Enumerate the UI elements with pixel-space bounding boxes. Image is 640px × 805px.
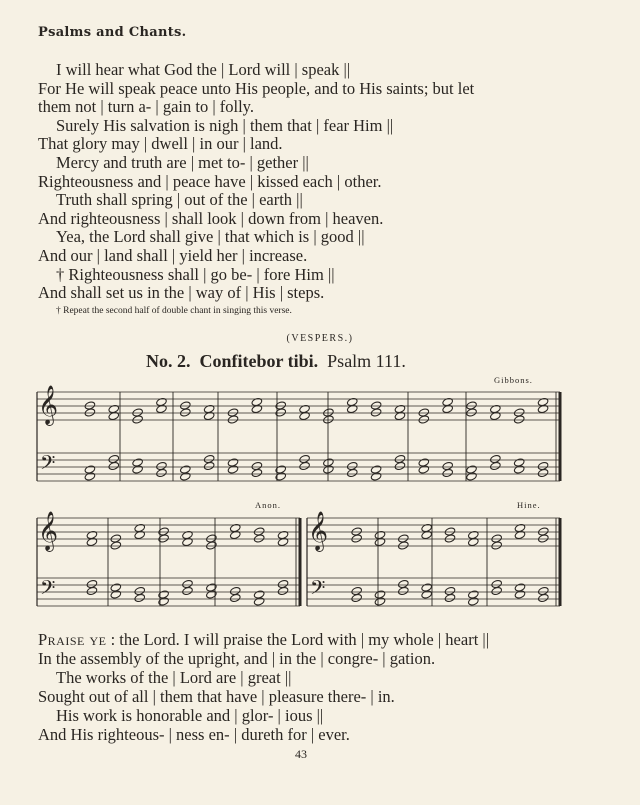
note-head <box>84 472 96 481</box>
note-head <box>490 461 502 470</box>
note-head <box>86 586 98 595</box>
verse-line: Yea, the Lord shall give | that which is | good || <box>56 227 365 247</box>
verse-line: Mercy and truth are | met to- | gether || <box>56 153 309 172</box>
note-head <box>180 408 192 417</box>
bass-clef-icon: 𝄢 <box>40 576 56 604</box>
note-head <box>110 590 122 599</box>
note-head <box>84 408 96 417</box>
note-head <box>134 593 146 602</box>
note-head <box>444 593 456 602</box>
verse-line: For He will speak peace unto His people, and to His saints; but let <box>38 78 475 98</box>
treble-clef-icon: 𝄞 <box>308 511 329 551</box>
verse-line: In the assembly of the upright, and | in the | congre- | gation. <box>38 649 436 668</box>
note-head <box>442 468 454 477</box>
verse-line: The works of the | Lord are | great || <box>56 668 292 687</box>
note-head <box>182 586 194 595</box>
note-head <box>537 468 549 477</box>
verse-line: I will hear what God the | Lord will | speak || <box>56 60 351 79</box>
note-head <box>180 472 192 481</box>
note-head <box>398 541 410 550</box>
note-head <box>251 468 263 477</box>
note-head <box>132 465 144 474</box>
note-head <box>351 593 363 602</box>
note-head <box>110 541 122 550</box>
running-header: Psalms and Chants. <box>38 25 187 40</box>
opening-words: Praise ye <box>38 630 107 649</box>
note-head <box>514 590 526 599</box>
note-head <box>421 590 433 599</box>
note-head <box>398 586 410 595</box>
note-head <box>370 408 382 417</box>
note-head <box>370 472 382 481</box>
note-head <box>513 415 525 424</box>
verse-line: Surely His salvation is nigh | them that | fear Him || <box>56 115 394 135</box>
note-head <box>418 415 430 424</box>
note-head <box>253 597 265 606</box>
footnote: † Repeat the second half of double chant in singing this verse. <box>56 306 292 316</box>
psalm-reference: Psalm 111. <box>327 351 406 371</box>
note-head <box>538 593 550 602</box>
verse-line: And righteousness | shall look | down from | heaven. <box>38 208 384 228</box>
note-head <box>253 534 265 543</box>
note-head <box>203 461 215 470</box>
verse-line <box>38 631 489 649</box>
page-number: 43 <box>295 747 307 761</box>
note-head <box>466 408 478 417</box>
note-head <box>229 593 241 602</box>
bass-clef-icon: 𝄢 <box>40 451 56 479</box>
note-head <box>299 461 311 470</box>
note-head <box>394 461 406 470</box>
verse-line: And our | land shall | yield her | increase. <box>38 246 308 265</box>
note-head <box>491 541 503 550</box>
bass-clef-icon: 𝄢 <box>310 576 326 604</box>
note-head <box>277 586 289 595</box>
note-head <box>346 468 358 477</box>
verse-line: Truth shall spring | out of the | earth || <box>56 190 303 210</box>
verse-line: Sought out of all | them that have | pleasure there- | in. <box>38 687 395 706</box>
verse-line: And shall set us in the | way of | His | steps. <box>38 283 325 303</box>
note-head <box>108 461 120 470</box>
verse-line-rest: : the Lord. I will praise the Lord with | my whole | heart || <box>106 630 490 649</box>
verse-line: † Righteousness shall | go be- | fore Him || <box>56 264 335 284</box>
verse-line: And His righteous- | ness en- | dureth for | ever. <box>38 725 350 744</box>
note-head <box>468 597 480 606</box>
composer-anon: Anon. <box>255 500 282 510</box>
verse-line: That glory may | dwell | in our | land. <box>38 134 283 154</box>
note-head <box>538 534 550 543</box>
treble-clef-icon: 𝄞 <box>38 385 59 425</box>
note-head <box>374 597 386 606</box>
note-head <box>444 534 456 543</box>
note-head <box>156 468 168 477</box>
treble-clef-icon: 𝄞 <box>38 511 59 551</box>
chant-latin-title: Confitebor tibi. <box>199 351 319 371</box>
composer-hine: Hine. <box>517 500 541 510</box>
note-head <box>466 472 478 481</box>
note-head <box>132 415 144 424</box>
section-label: (VESPERS.) <box>286 333 354 344</box>
note-head <box>351 534 363 543</box>
note-head <box>513 465 525 474</box>
note-head <box>418 465 430 474</box>
chant-number: No. 2. <box>146 351 191 371</box>
verse-line: His work is honorable and | glor- | ious || <box>56 706 324 725</box>
verse-line: them not | turn a- | gain to | folly. <box>38 97 254 117</box>
note-head <box>491 586 503 595</box>
note-head <box>227 465 239 474</box>
composer-gibbons: Gibbons. <box>494 375 533 385</box>
note-head <box>227 415 239 424</box>
verse-line: Righteousness and | peace have | kissed each | other. <box>38 171 382 191</box>
